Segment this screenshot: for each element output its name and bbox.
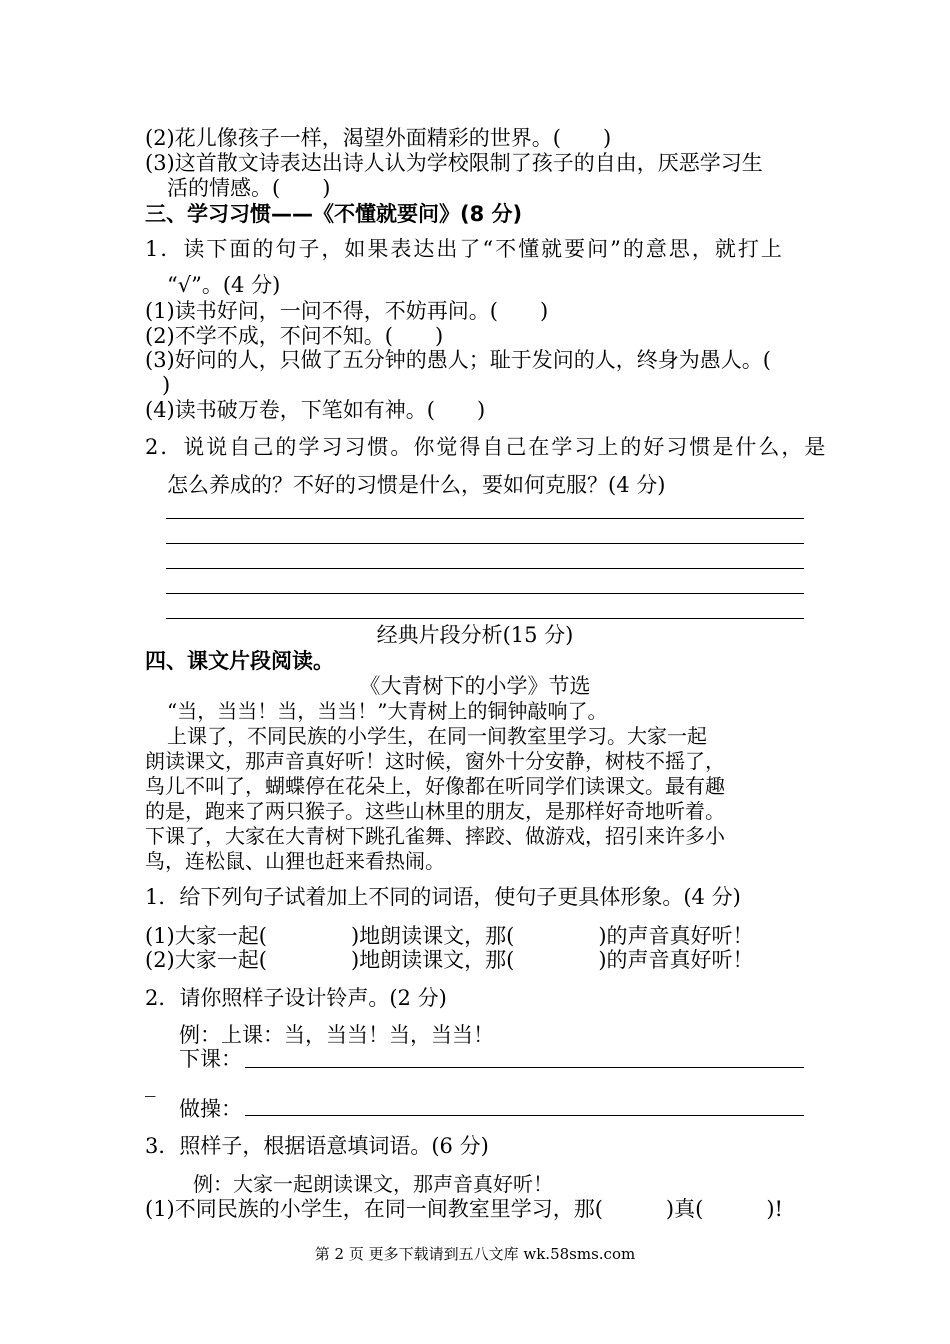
section3-q1-item-3-paren: ) <box>162 373 171 397</box>
section4-q3-example: 例：大家一起朗读课文，那声音真好听！ <box>193 1172 553 1196</box>
section4-q3-item-1: (1)不同民族的小学生，在同一间教室里学习，那( )真( )! <box>145 1197 783 1221</box>
section3-heading: 三、学习习惯——《不懂就要问》(8 分) <box>145 202 523 226</box>
answer-line[interactable] <box>166 518 804 519</box>
section4-q2-fill-label-1: 下课： <box>179 1047 242 1071</box>
answer-line[interactable] <box>166 593 804 594</box>
passage-line: 鸟儿不叫了，蝴蝶停在花朵上，好像都在听同学们读课文。最有趣 <box>145 774 725 798</box>
section4-q1-item-1: (1)大家一起( )地朗读课文，那( )的声音真好听！ <box>145 924 754 948</box>
passage-line: 朗读课文，那声音真好听！这时候，窗外十分安静，树枝不摇了， <box>145 749 725 773</box>
passage-line: 下课了，大家在大青树下跳孔雀舞、摔跤、做游戏，招引来许多小 <box>145 824 725 848</box>
section4-q2-text: 2．请你照样子设计铃声。(2 分) <box>145 986 447 1010</box>
section3-q1-text: 1．读下面的句子，如果表达出了“不懂就要问”的意思，就打上 <box>145 237 784 261</box>
section4-heading: 四、课文片段阅读。 <box>145 649 334 673</box>
section3-q1-text-continued: “√”。(4 分) <box>167 273 281 297</box>
answer-line[interactable] <box>166 618 804 619</box>
section3-q2-text: 2．说说自己的学习习惯。你觉得自己在学习上的好习惯是什么，是 <box>145 435 828 459</box>
section4-q1-item-2: (2)大家一起( )地朗读课文，那( )的声音真好听！ <box>145 948 754 972</box>
answer-line[interactable] <box>166 543 804 544</box>
section3-q1-item-1: (1)读书好问，一问不得，不妨再问。( ) <box>145 299 549 323</box>
section4-q3-text: 3．照样子，根据语意填词语。(6 分) <box>145 1134 489 1158</box>
fill-line-zuocao[interactable] <box>245 1115 804 1116</box>
section4-q1-text: 1．给下列句子试着加上不同的词语，使句子更具体形象。(4 分) <box>145 885 741 909</box>
passage-line: 的是，跑来了两只猴子。这些山林里的朋友，是那样好奇地听着。 <box>145 799 725 823</box>
fill-line-xiake[interactable] <box>245 1067 804 1068</box>
page-footer: 第 2 页 更多下载请到五八文库 wk.58sms.com <box>314 1245 636 1263</box>
section3-q1-item-4: (4)读书破万卷，下笔如有神。( ) <box>145 398 486 422</box>
answer-line[interactable] <box>166 568 804 569</box>
section3-q1-item-3: (3)好问的人，只做了五分钟的愚人；耻于发问的人，终身为愚人。( <box>145 348 771 372</box>
stray-underscore: _ <box>145 1073 156 1097</box>
passage-title: 《大青树下的小学》节选 <box>359 674 591 698</box>
passage-line: 鸟，连松鼠、山狸也赶来看热闹。 <box>145 849 445 873</box>
section2-item-3-continued: 活的情感。( ) <box>167 176 331 200</box>
section3-q1-item-2: (2)不学不成，不问不知。( ) <box>145 324 444 348</box>
section2-item-3: (3)这首散文诗表达出诗人认为学校限制了孩子的自由，厌恶学习生 <box>145 151 763 175</box>
section4-q2-fill-label-2: 做操： <box>179 1097 242 1121</box>
section4-q2-example: 例：上课：当，当当！当，当当！ <box>179 1023 494 1047</box>
passage-line: 上课了，不同民族的小学生，在同一间教室里学习。大家一起 <box>167 724 707 748</box>
section2-item-2: (2)花儿像孩子一样，渴望外面精彩的世界。( ) <box>145 126 612 150</box>
center-section-title: 经典片段分析(15 分) <box>376 623 574 647</box>
section3-q2-text-continued: 怎么养成的？不好的习惯是什么，要如何克服？(4 分) <box>167 473 666 497</box>
passage-line: “当，当当！当，当当！”大青树上的铜钟敲响了。 <box>167 699 608 723</box>
